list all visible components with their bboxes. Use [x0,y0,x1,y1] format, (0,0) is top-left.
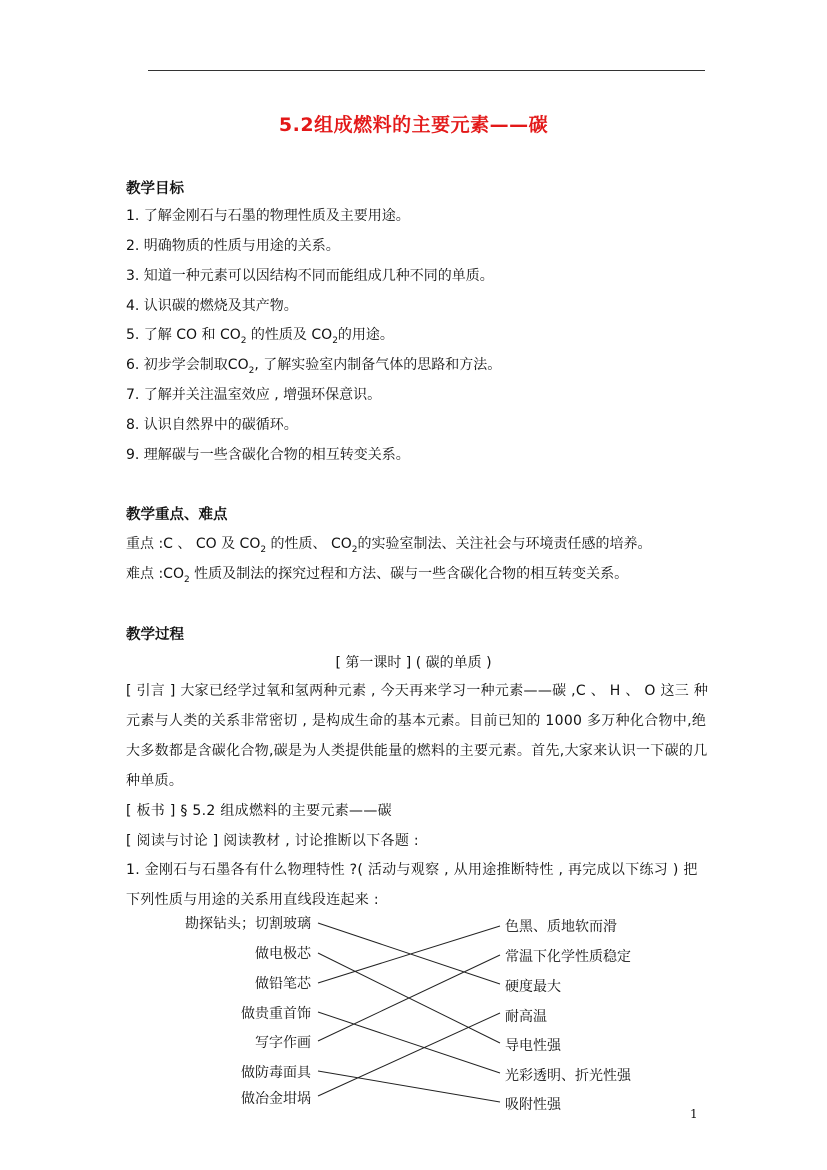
match-line [318,1013,500,1096]
use-label: 做铅笔芯 [255,976,311,992]
question-1: 1. 金刚石与石墨各有什么物理特性 ?( 活动与观察 , 从用途推断特性 , 再完成以下练习 ) 把下列性质与用途的关系用直线段连起来 : [126,862,698,908]
use-label: 勘探钻头；切割玻璃 [185,916,311,932]
property-label: 导电性强 [505,1038,561,1054]
difficult-point-line: 难点 $:CO_2$ 性质及制法的探究过程和方法、碳与一些含碳化合物的相互转变关系。 [126,566,629,585]
objective-item: 3. 知道一种元素可以因结构不同而能组成几种不同的单质。 [126,268,494,284]
key-point-line: 重点 :C 、 CO 及 $CO_2$ 的性质、 $CO_2$的实验室制法、关注社会与环境责任感的培养。 [126,536,652,555]
board-line: [ 板书 ] § 5.2 组成燃料的主要元素——碳 [126,803,392,819]
use-label: 做电极芯 [255,946,311,962]
property-label: 光彩透明、折光性强 [505,1068,631,1084]
objective-item: 4. 认识碳的燃烧及其产物。 [126,298,298,314]
objective-item: 9. 理解碳与一些含碳化合物的相互转变关系。 [126,447,410,463]
objective-item: 6. 初步学会制取$CO_2$, 了解实验室内制备气体的思路和方法。 [126,357,502,376]
property-label: 耐高温 [505,1009,547,1025]
use-label: 做冶金坩埚 [241,1091,311,1107]
property-label: 吸附性强 [505,1097,561,1113]
property-label: 色黑、质地软而滑 [505,919,617,935]
use-label: 做贵重首饰 [241,1006,311,1022]
key-points-heading: 教学重点、难点 [126,507,228,523]
objective-item: 2. 明确物质的性质与用途的关系。 [126,238,340,254]
match-line [318,1012,500,1073]
page-number: 1 [690,1107,698,1121]
property-label: 常温下化学性质稳定 [505,949,631,965]
intro-paragraph: [ 引言 ] 大家已经学过氧和氢两种元素 , 今天再来学习一种元素——碳 ,C 、 H 、 O 这三 种元素与人类的关系非常密切 , 是构成生命的基本元素。目前已知的 1000 多万种化合物中,绝大多数都是含碳化合物,碳是为人类提供能量的燃料的主要元素。首先,大家来认识一下碳的几种单质。 [126,683,709,789]
process-heading: 教学过程 [126,627,184,643]
objectives-heading: 教学目标 [126,181,184,197]
objective-item: 5. 了解 CO 和 $CO_2$ 的性质及 $CO_2$的用途。 [126,327,394,346]
objective-item: 7. 了解并关注温室效应 , 增强环保意识。 [126,387,382,403]
lesson-label: [ 第一课时 ] ( 碳的单质 ) [335,655,492,671]
match-line [318,955,500,1041]
use-label: 写字作画 [255,1035,311,1051]
property-label: 硬度最大 [505,979,561,995]
discuss-line: [ 阅读与讨论 ] 阅读教材 , 讨论推断以下各题 : [126,833,419,849]
use-label: 做防毒面具 [241,1065,311,1081]
page-title: 5.2组成燃料的主要元素——碳 [278,114,549,136]
match-line [318,1071,500,1102]
objective-item: 8. 认识自然界中的碳循环。 [126,417,298,433]
objective-item: 1. 了解金刚石与石墨的物理性质及主要用途。 [126,208,410,224]
